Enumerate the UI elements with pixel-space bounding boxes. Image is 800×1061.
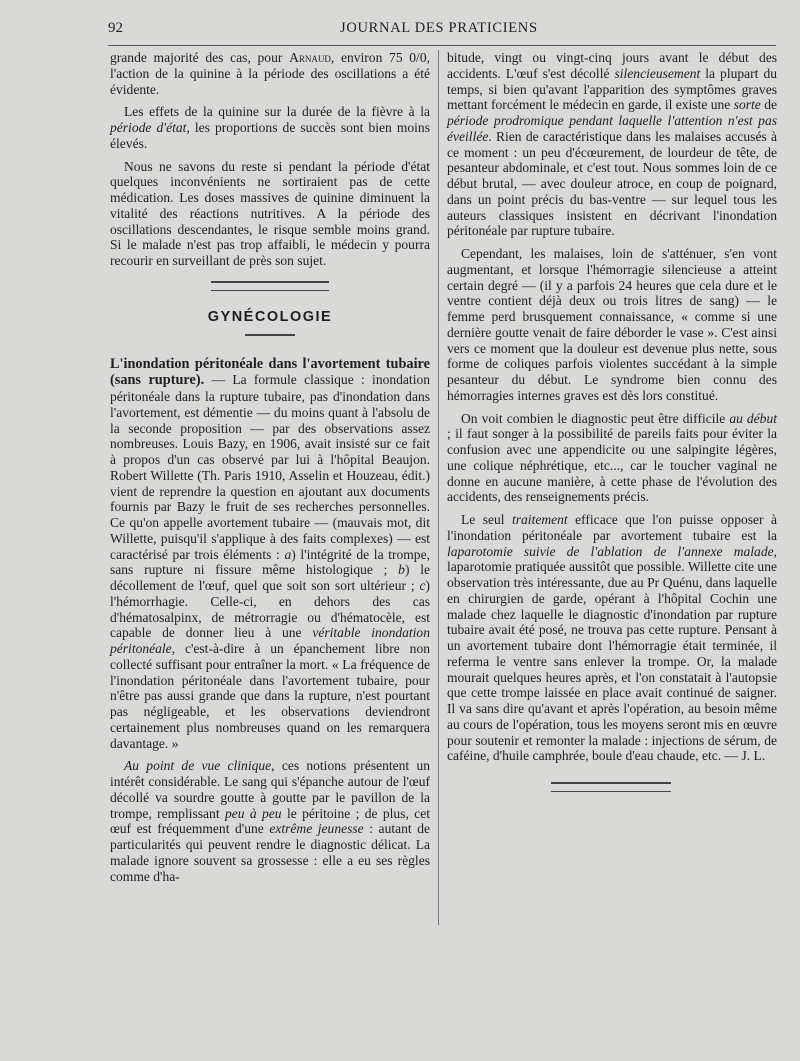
paragraph: bitude, vingt ou vingt-cinq jours avant le début des accidents. L'œuf s'est décollé silencieusement la plupart du temps, si bien qu'avant l'apparition des symptômes graves mettant forcément le médecin en garde, il existe une sorte de période prodromique pendant laquelle l'attention n'est pas éveillée. Rien de caractéristique dans les malaises accusés à ce moment : un peu d'écœurement, de lourdeur de tête, de pesanteur abdominale, et c'est tout. Nous sommes loin de ce début brutal, — avec douleur atroce, en coup de poignard, dans un point précis du bas-ventre — sur lequel tous les auteurs classiques insistent en décrivant l'inondation péritonéale par rupture tubaire. bbox=[447, 50, 777, 239]
page-number: 92 bbox=[108, 20, 123, 36]
paragraph: Les effets de la quinine sur la durée de la fièvre à la période d'état, les proportions de succès sont bien moins élevés. bbox=[110, 104, 430, 151]
right-column bbox=[447, 50, 777, 792]
paragraph: Le seul traitement efficace que l'on puisse opposer à l'inondation péritonéale par avortement tubaire est la laparotomie suivie de l'ablation de l'annexe malade, laparotomie pratiquée aussitôt que possible. Willette cite une observation très intéressante, due au Pr Quénu, dans laquelle en chirurgien de garde, opérant à l'hôpital Cochin une malade chez laquelle le diagnostic d'inondation par rupture tubaire avait été posé, ne trouva pas cette rupture. Pensant à un avortement tubaire dont l'hémorragie était terminée, il referma le ventre sans enlever la trompe. Or, la malade mourait quelques heures après, et l'on constatait à l'autopsie que cette trompe laissée en place avait continué de saigner. Il va sans dire qu'avant et après l'opération, au besoin même au cours de l'opération, tous les moyens seront mis en œuvre pour soutenir et remonter la malade : injections de sérum, de caféine, d'huile camphrée, boule d'eau chaude, etc. — J. L. bbox=[447, 512, 777, 764]
section-title-underline bbox=[245, 334, 295, 336]
article-title: L'inondation péritonéale dans l'avortement tubaire (sans rupture). bbox=[110, 355, 430, 389]
column-divider bbox=[438, 50, 439, 925]
header-rule bbox=[108, 45, 776, 46]
left-column bbox=[110, 50, 430, 884]
paragraph: Au point de vue clinique, ces notions présentent un intérêt considérable. Le sang qui s'épanche autour de l'œuf décollé va sourdre goutte à goutte par le pavillon de la trompe, remplissant peu à peu le péritoine ; de plus, cet œuf est fréquemment d'une extrême jeunesse : autant de particularités qui peuvent rendre le diagnostic délicat. La malade ignore souvent sa grossesse : elle a eu ses règles comme d'ha- bbox=[110, 758, 431, 884]
paragraph: grande majorité des cas, pour Arnaud, environ 75 0/0, l'action de la quinine à la période des oscillations a été évidente. bbox=[110, 50, 430, 97]
section-title: GYNÉCOLOGIE bbox=[207, 308, 333, 325]
paragraph: On voit combien le diagnostic peut être difficile au début ; il faut songer à la possibilité de pareils faits pour éviter la confusion avec une appendicite ou une salpingite légères, une colique néphrétique, etc..., car le toucher vaginal ne donne en aucune manière, à cette phase de l'évolution des accidents, des renseignements précis. bbox=[447, 410, 777, 505]
paragraph: Nous ne savons du reste si pendant la période d'état quelques inconvénients ne sortiraient pas de cette médication. Les doses massives de quinine diminuent la vitalité des réactions nutritives. A la période des oscillations descendantes, le risque semble moins grand. Si le malade n'est pas trop affaibli, le médecin y pourra recourir en surveillant de près son sujet. bbox=[110, 158, 430, 268]
author-name: Arnaud bbox=[289, 50, 331, 65]
journal-title: JOURNAL DES PRATICIENS bbox=[340, 20, 538, 36]
article-lead-paragraph: L'inondation péritonéale dans l'avortement tubaire (sans rupture). — La formule classique : inondation péritonéale dans la rupture tubaire, pas d'inondation dans l'avortement, est démentie — du moins quant à l'absolu de la seconde proposition — par des observations assez nombreuses. Louis Bazy, en 1906, avait insisté sur ce fait à propos d'un cas observé par lui à l'hôpital Beaujon. Robert Willette (Th. Paris 1910, Asselin et Houzeau, édit.) vient de reprendre la question en ajoutant aux documents fournis par Bazy le fruit de ses recherches personnelles. Ce qu'on appelle avortement tubaire — (mauvais mot, dit Willette, puisqu'il s'applique à des faits complexes) — est caractérisé par trois éléments : a) l'intégrité de la trompe, sans rupture ni fissure même histologique ; b) le décollement de l'œuf, quel que soit son sort ultérieur ; c) l'hémorrhagie. Celle-ci, en dehors des cas d'hématosalpinx, de métrorragie ou d'hématocèle, est capable de donner lieu à une véritable inondation péritonéale, c'est-à-dire à un épanchement libre non collecté suffisant pour entraîner la mort. « La fréquence de l'inondation péritonéale dans l'avortement tubaire, pour n'être pas aussi grande que dans la rupture, n'est pourtant pas négligeable, et les observations deviendront certainement plus nombreuses quand on les remarquera davantage. » bbox=[110, 355, 431, 751]
running-header bbox=[0, 16, 800, 40]
section-separator bbox=[211, 281, 329, 291]
paragraph: Cependant, les malaises, loin de s'atténuer, s'en vont augmentant, et lorsque l'hémorragie silencieuse a atteint certain degré — (il y a parfois 24 heures que cela dure et le ventre contient déjà deux ou trois litres de sang) — le femme perd brusquement connaissance, « comme si une dernière goutte venait de faire déborder le vase ». C'est ainsi vers ce moment que la douleur est devenue plus nette, sous forme de coliques parfois violentes succédant à la simple pesanteur du début. Le syndrome bien connu des hémorragies internes graves est dès lors constitué. bbox=[447, 246, 777, 403]
article-end-rule bbox=[551, 782, 671, 792]
